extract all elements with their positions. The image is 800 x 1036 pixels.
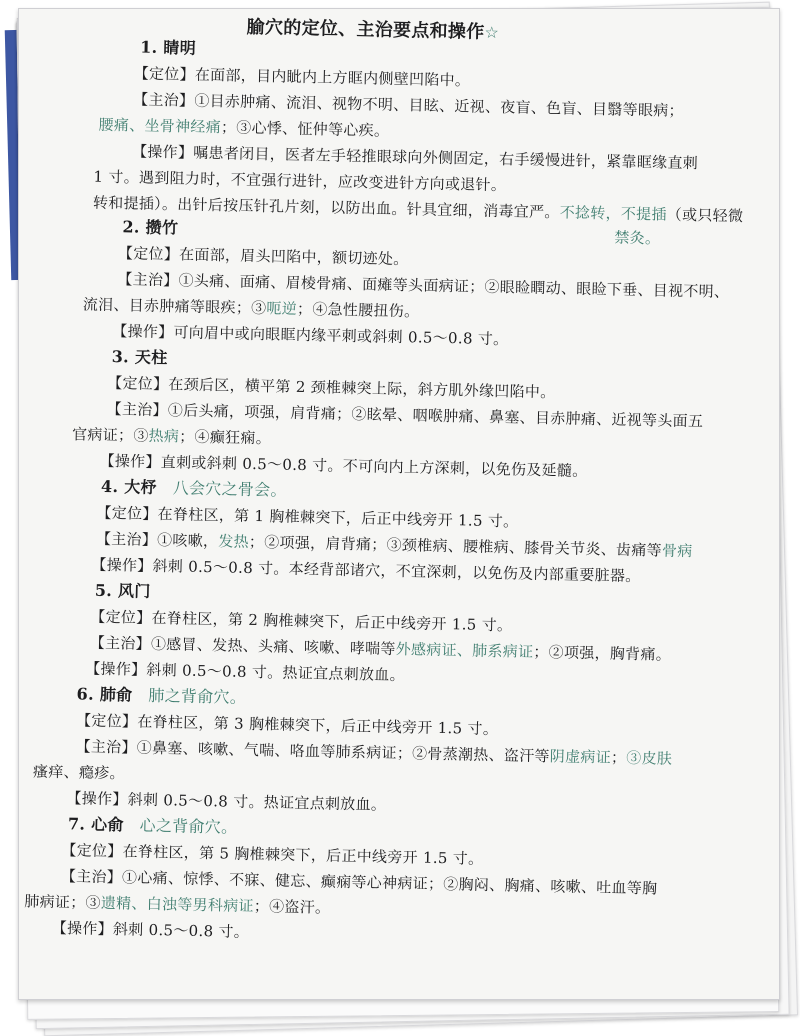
indication-cont xyxy=(72,424,271,448)
operation-cont xyxy=(93,193,744,227)
entry-name: 睛明 xyxy=(163,38,197,58)
indication-text: ；②项强，肩背痛；③颈椎病、腰椎病、膝骨关节炎、齿痛等 xyxy=(248,532,663,560)
location-label: 【定位】 xyxy=(117,244,180,264)
handwritten-annotation: 腰痛、坐骨神经痛 xyxy=(98,115,222,137)
handwritten-annotation: 遗精、白浊等男科病证 xyxy=(100,893,254,916)
entry-number: 3. xyxy=(111,347,130,367)
operation-label: 【操作】 xyxy=(112,322,174,342)
operation-line xyxy=(99,451,587,481)
handwritten-annotation: 发热 xyxy=(218,532,250,551)
indication-text: ①鼻塞、咳嗽、气喘、咯血等肺系病证；②骨蒸潮热、盗汗等 xyxy=(136,738,550,766)
entry-heading xyxy=(76,684,246,708)
indication-text: 流泪、目赤肿痛等眼疾；③ xyxy=(82,295,267,318)
location-text: 在面部，眉头凹陷中，额切迹处。 xyxy=(178,245,409,269)
location-label: 【定位】 xyxy=(75,711,138,731)
indication-text: ； xyxy=(610,748,627,767)
operation-text: 嘱患者闭目，医者左手轻推眼球向外侧固定，右手缓慢进针，紧靠眶缘直刺 xyxy=(193,143,699,173)
entry-name: 攒竹 xyxy=(145,217,179,238)
entry-name: 大杼 xyxy=(124,477,158,497)
operation-label: 【操作】 xyxy=(131,142,194,162)
document-page xyxy=(18,8,780,1000)
indication-text: ①感冒、发热、头痛、咳嗽、哮喘等 xyxy=(150,634,396,659)
indication-label: 【主治】 xyxy=(106,399,169,420)
handwritten-annotation: 心之背俞穴。 xyxy=(139,815,238,837)
indication-label: 【主治】 xyxy=(89,633,152,653)
operation-label: 【操作】 xyxy=(66,789,128,809)
operation-text: 斜刺 0.5～0.8 寸。热证宜点刺放血。 xyxy=(146,660,406,685)
operation-line xyxy=(91,555,641,586)
location-line xyxy=(133,63,470,90)
operation-cont xyxy=(93,167,506,196)
location-label: 【定位】 xyxy=(106,373,169,394)
title-text: 腧穴的定位、主治要点和操作 xyxy=(246,16,485,43)
location-text: 在脊柱区，第 5 胸椎棘突下，后正中线旁开 1.5 寸。 xyxy=(122,842,484,868)
operation-cont xyxy=(614,228,660,249)
location-text: 在颈后区，横平第 2 颈椎棘突上际，斜方肌外缘凹陷中。 xyxy=(168,375,556,402)
entry-heading xyxy=(68,814,238,838)
location-line xyxy=(76,710,498,739)
page-title xyxy=(246,18,499,43)
indication-cont xyxy=(98,115,389,141)
handwritten-annotation: 热病 xyxy=(148,426,180,446)
location-label: 【定位】 xyxy=(61,841,123,861)
operation-label: 【操作】 xyxy=(85,659,147,679)
location-text: 在脊柱区，第 1 胸椎棘突下，后正中线旁开 1.5 寸。 xyxy=(157,505,519,531)
entry-number: 5. xyxy=(94,580,113,601)
operation-text: 斜刺 0.5～0.8 寸。本经背部诸穴，不宜深刺，以免伤及内部重要脏器。 xyxy=(152,556,641,586)
handwritten-annotation: 呃逆 xyxy=(266,299,298,318)
operation-line xyxy=(85,659,405,686)
star-icon: ☆ xyxy=(484,22,500,43)
operation-text: 可向眉中或向眼眶内缘平刺或斜刺 0.5～0.8 寸。 xyxy=(173,323,509,349)
operation-text: （或只轻微 xyxy=(666,205,744,226)
entry-heading xyxy=(101,477,287,501)
page-content xyxy=(19,9,780,942)
entry-name: 天柱 xyxy=(134,347,168,368)
location-text: 在脊柱区，第 3 胸椎棘突下，后正中线旁开 1.5 寸。 xyxy=(137,712,499,739)
operation-line xyxy=(66,788,386,815)
indication-label: 【主治】 xyxy=(132,90,195,110)
location-line xyxy=(107,373,556,402)
location-line xyxy=(96,503,518,532)
entry-name: 风门 xyxy=(117,581,151,601)
location-line xyxy=(118,243,409,269)
entry-number: 2. xyxy=(122,217,140,237)
location-label: 【定位】 xyxy=(96,503,158,524)
handwritten-annotation: 禁灸。 xyxy=(614,228,661,248)
indication-text: ①后头痛，项强，肩背痛；②眩晕、咽喉肿痛、鼻塞、目赤肿痛、近视等头面五 xyxy=(167,401,704,431)
operation-line xyxy=(52,918,250,942)
indication-label: 【主治】 xyxy=(75,737,137,757)
operation-text: 转和提插）。出针后按压针孔片刻，以防出血。针具宜细，消毒宜严。 xyxy=(92,193,560,222)
indication-text: ①咳嗽， xyxy=(156,531,219,551)
indication-text: 官病证；③ xyxy=(71,425,149,445)
location-label: 【定位】 xyxy=(133,64,196,84)
handwritten-annotation: 八会穴之骨会。 xyxy=(172,478,287,500)
operation-label: 【操作】 xyxy=(91,555,153,575)
location-line xyxy=(61,840,483,869)
operation-text: 1 寸。遇到阻力时，不宜强行进针，应改变进针方向或退针。 xyxy=(93,167,507,195)
indication-cont xyxy=(24,891,330,917)
handwritten-annotation: 肺之背俞穴。 xyxy=(148,685,247,707)
indication-label: 【主治】 xyxy=(117,270,179,290)
indication-text: ①心痛、惊悸、不寐、健忘、癫痫等心神病证；②胸闷、胸痛、咳嗽、吐血等胸 xyxy=(121,868,658,898)
indication-cont xyxy=(83,294,420,321)
indication-label: 【主治】 xyxy=(60,867,123,887)
indication-text: 肺病证；③ xyxy=(24,892,102,912)
location-label: 【定位】 xyxy=(90,607,152,627)
handwritten-annotation: ③皮肤 xyxy=(626,748,673,768)
entry-number: 6. xyxy=(76,684,95,704)
indication-text: ；④盗汗。 xyxy=(253,897,331,917)
indication-text: ①目赤肿痛、流泪、视物不明、目眩、近视、夜盲、色盲、目翳等眼病； xyxy=(194,91,685,120)
location-text: 在脊柱区，第 2 胸椎棘突下，后正中线旁开 1.5 寸。 xyxy=(151,608,513,635)
indication-text: ；②项强，胸背痛。 xyxy=(533,642,672,664)
handwritten-annotation: 骨病 xyxy=(661,541,693,561)
entry-number: 1. xyxy=(140,37,158,57)
location-line xyxy=(90,607,512,636)
operation-label: 【操作】 xyxy=(99,451,161,472)
operation-label: 【操作】 xyxy=(51,918,114,939)
operation-text: 斜刺 0.5～0.8 寸。热证宜点刺放血。 xyxy=(127,790,387,814)
entry-name: 肺俞 xyxy=(99,684,133,705)
indication-text: ；③心悸、怔仲等心疾。 xyxy=(220,118,390,140)
location-text: 在面部，目内眦内上方眶内侧壁凹陷中。 xyxy=(194,65,471,90)
indication-text: ；④癫狂痫。 xyxy=(179,427,272,448)
operation-text: 直刺或斜刺 0.5～0.8 寸。不可向内上方深刺，以免伤及延髓。 xyxy=(160,453,588,481)
handwritten-annotation: 外感病证、肺系病证 xyxy=(395,640,534,661)
entry-heading xyxy=(140,38,196,59)
entry-heading xyxy=(122,217,178,238)
entry-number: 7. xyxy=(67,814,86,834)
indication-line xyxy=(75,736,672,768)
operation-line xyxy=(112,321,509,349)
indication-cont xyxy=(33,761,125,783)
entry-heading xyxy=(95,581,151,602)
indication-label: 【主治】 xyxy=(95,529,158,550)
indication-text: 瘙痒、瘾疹。 xyxy=(32,762,126,783)
entry-name: 心俞 xyxy=(90,814,124,835)
handwritten-annotation: 不捻转，不提插 xyxy=(559,203,667,224)
indication-text: ①头痛、面痛、眉棱骨痛、面瘫等头面病证；②眼睑瞤动、眼睑下垂、目视不明、 xyxy=(178,271,730,301)
operation-text: 斜刺 0.5～0.8 寸。 xyxy=(112,920,250,942)
handwritten-annotation: 阴虚病证 xyxy=(549,747,612,767)
indication-text: ；④急性腰扭伤。 xyxy=(296,299,420,321)
entry-number: 4. xyxy=(100,476,119,497)
entry-heading xyxy=(112,347,168,368)
